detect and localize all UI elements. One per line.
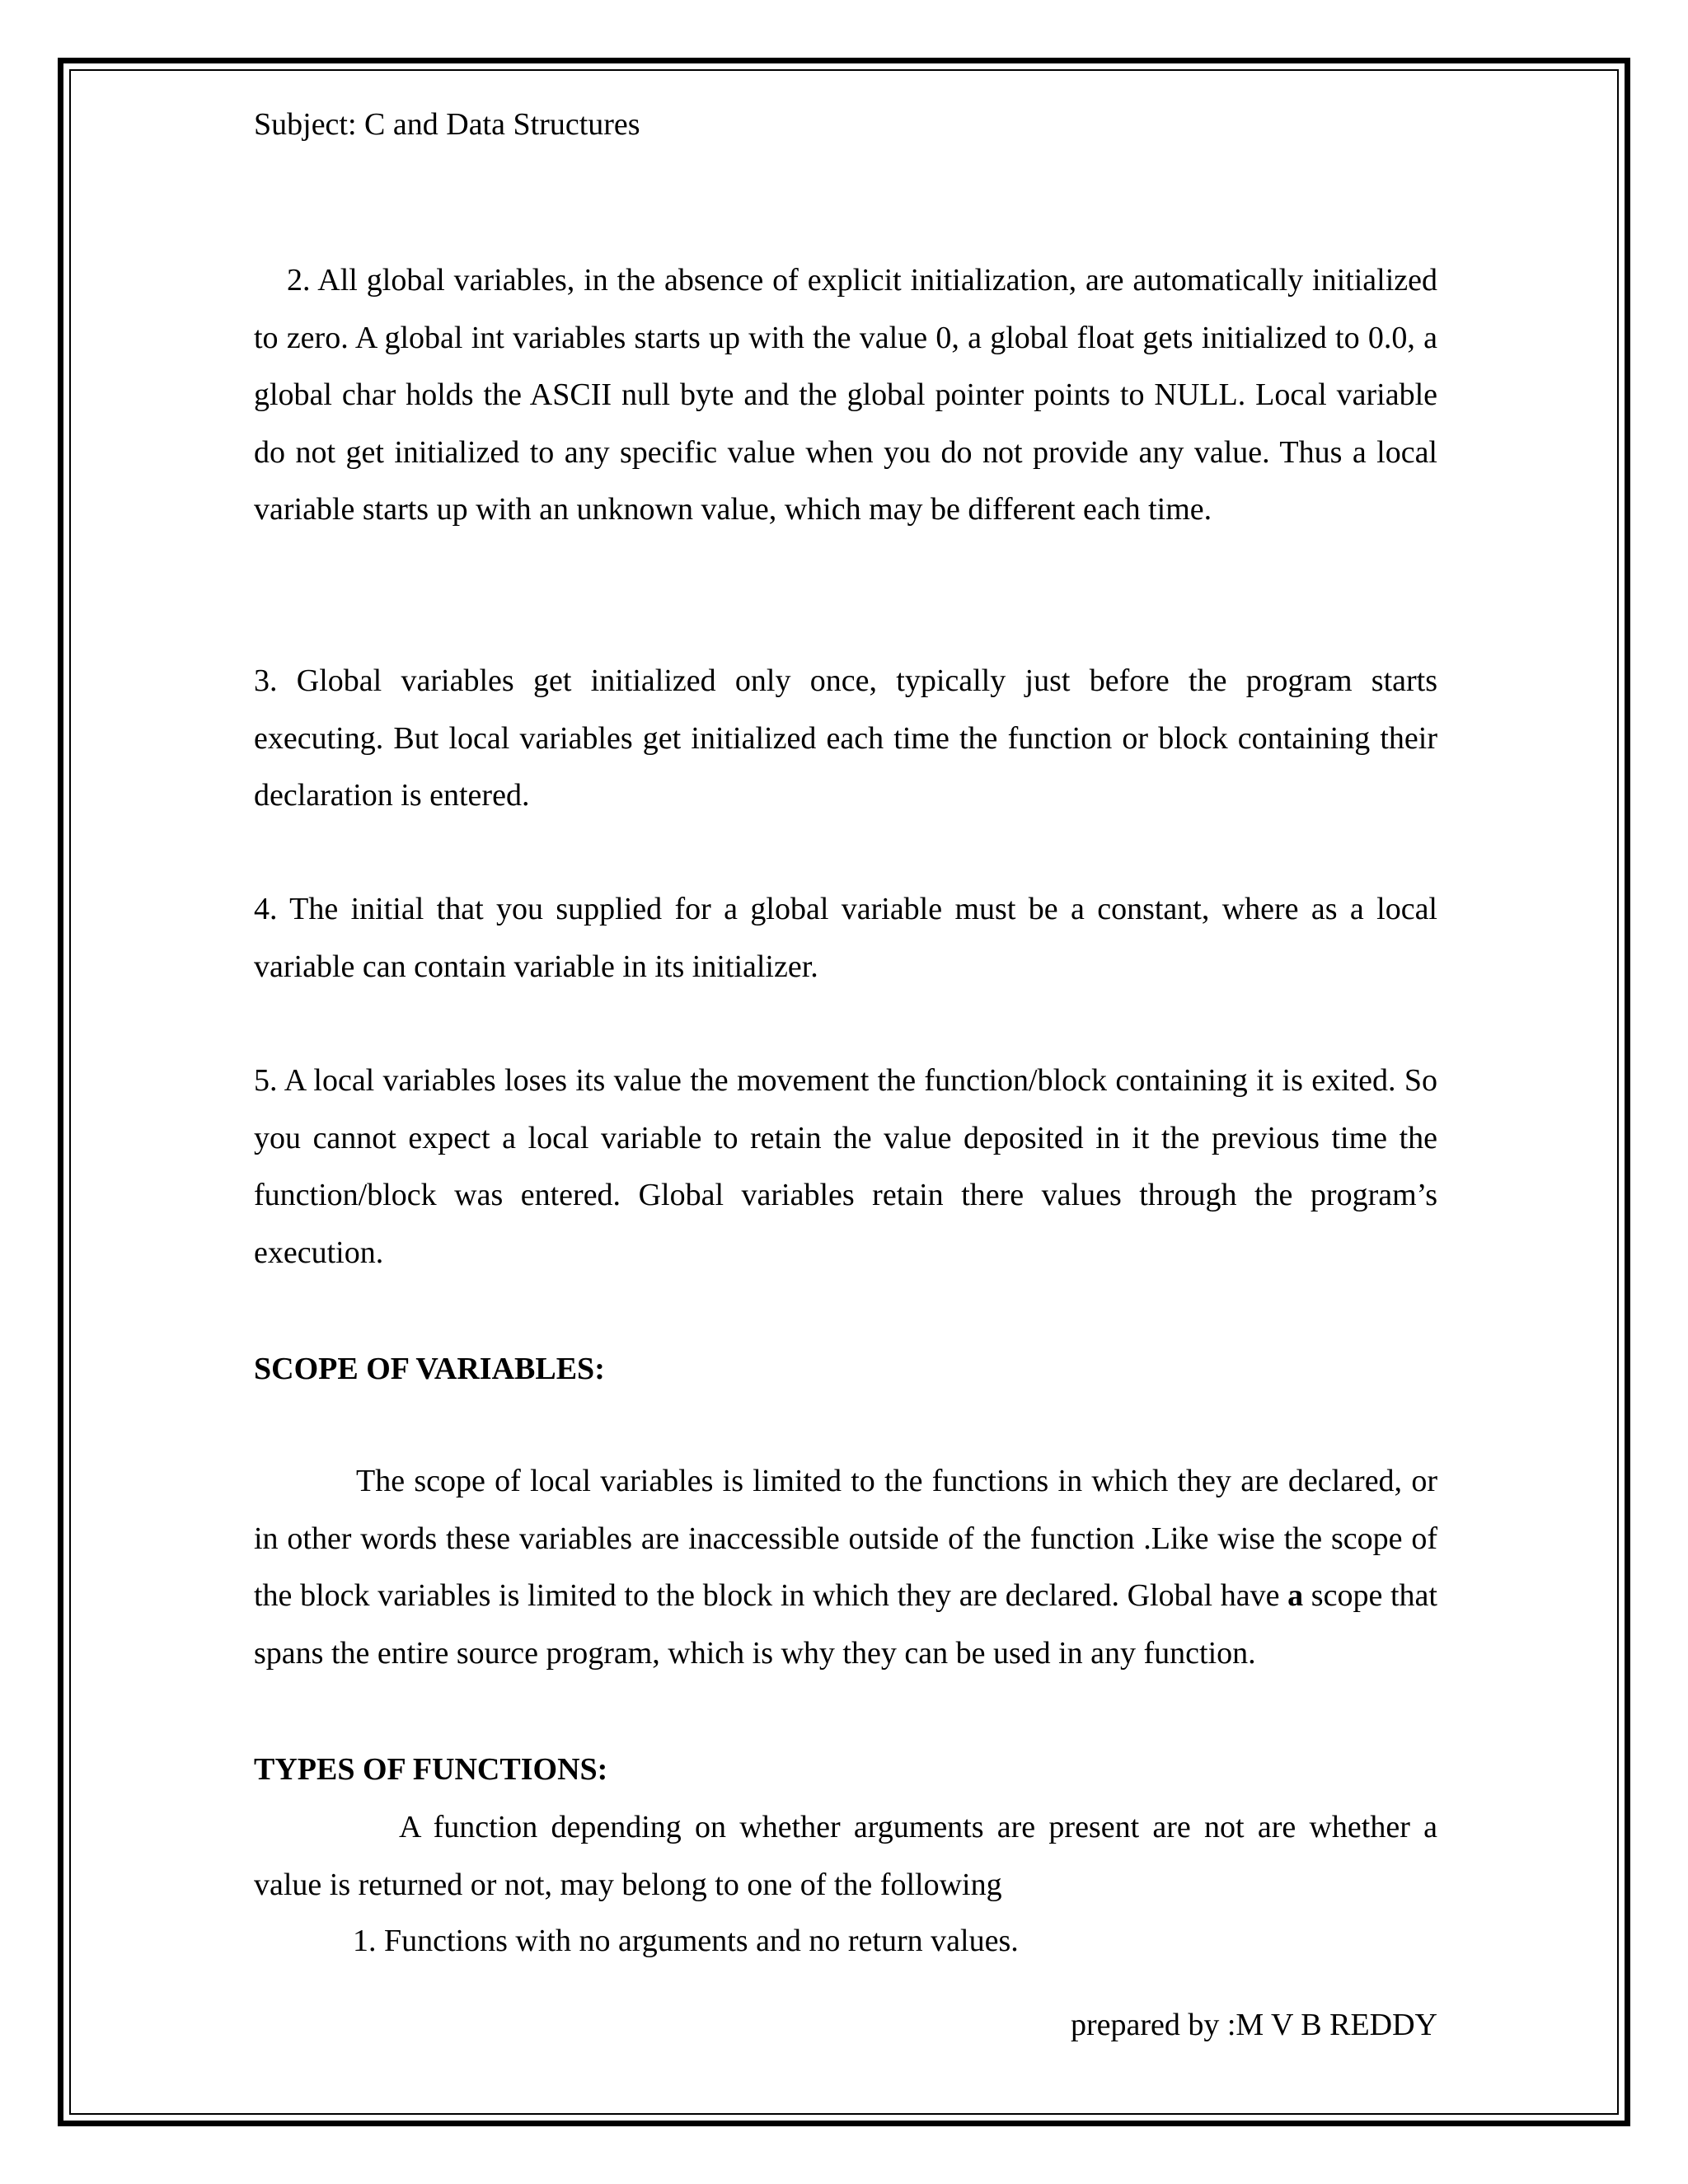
paragraph-2: 2. All global variables, in the absence of explicit initialization, are automatically initialized to zero. A global int variables starts up with the value 0, a global float gets initialized to 0.0, a global char holds the ASCII null byte and the global pointer points to NULL. Local variable do not get initialized to any specific value when you do not provide any value. Thus a local variable starts up with an unknown value, which may be different each time.: [254, 263, 1437, 527]
list-item: 1. Functions with no arguments and no return values.: [353, 1924, 1019, 1958]
scope-bold-word: a: [1287, 1578, 1304, 1613]
types-heading: TYPES OF FUNCTIONS:: [254, 1752, 608, 1787]
subject-header: Subject: C and Data Structures: [254, 107, 640, 142]
prepared-by-footer: prepared by :M V B REDDY: [1070, 2008, 1437, 2042]
paragraph-4: 4. The initial that you supplied for a global variable must be a constant, where as a local variable can contain variable in its initializer.: [254, 892, 1437, 984]
paragraph-3: 3. Global variables get initialized only once, typically just before the program starts executing. But local variables get initialized each time the function or block containing their declaration is entered.: [254, 663, 1437, 813]
paragraph-5: 5. A local variables loses its value the movement the function/block containing it is exited. So you cannot expect a local variable to retain the value deposited in it the previous time the function/block was entered. Global variables retain there values through the program’s execution.: [254, 1063, 1437, 1270]
scope-heading: SCOPE OF VARIABLES:: [254, 1352, 605, 1386]
scope-text-end: scope that spans the entire source program, which is why they can be used in any function.: [254, 1578, 1437, 1671]
scope-paragraph: [254, 1453, 1437, 1682]
types-intro: A function depending on whether arguments are present are not are whether a value is returned or not, may belong to one of the following: [254, 1810, 1437, 1902]
scope-text-start: The scope of local variables is limited to the functions in which they are declared, or in other words these variables are inaccessible outside of the function .Like wise the scope of the block variables is limited to the block in which they are declared. Global have: [254, 1464, 1437, 1613]
